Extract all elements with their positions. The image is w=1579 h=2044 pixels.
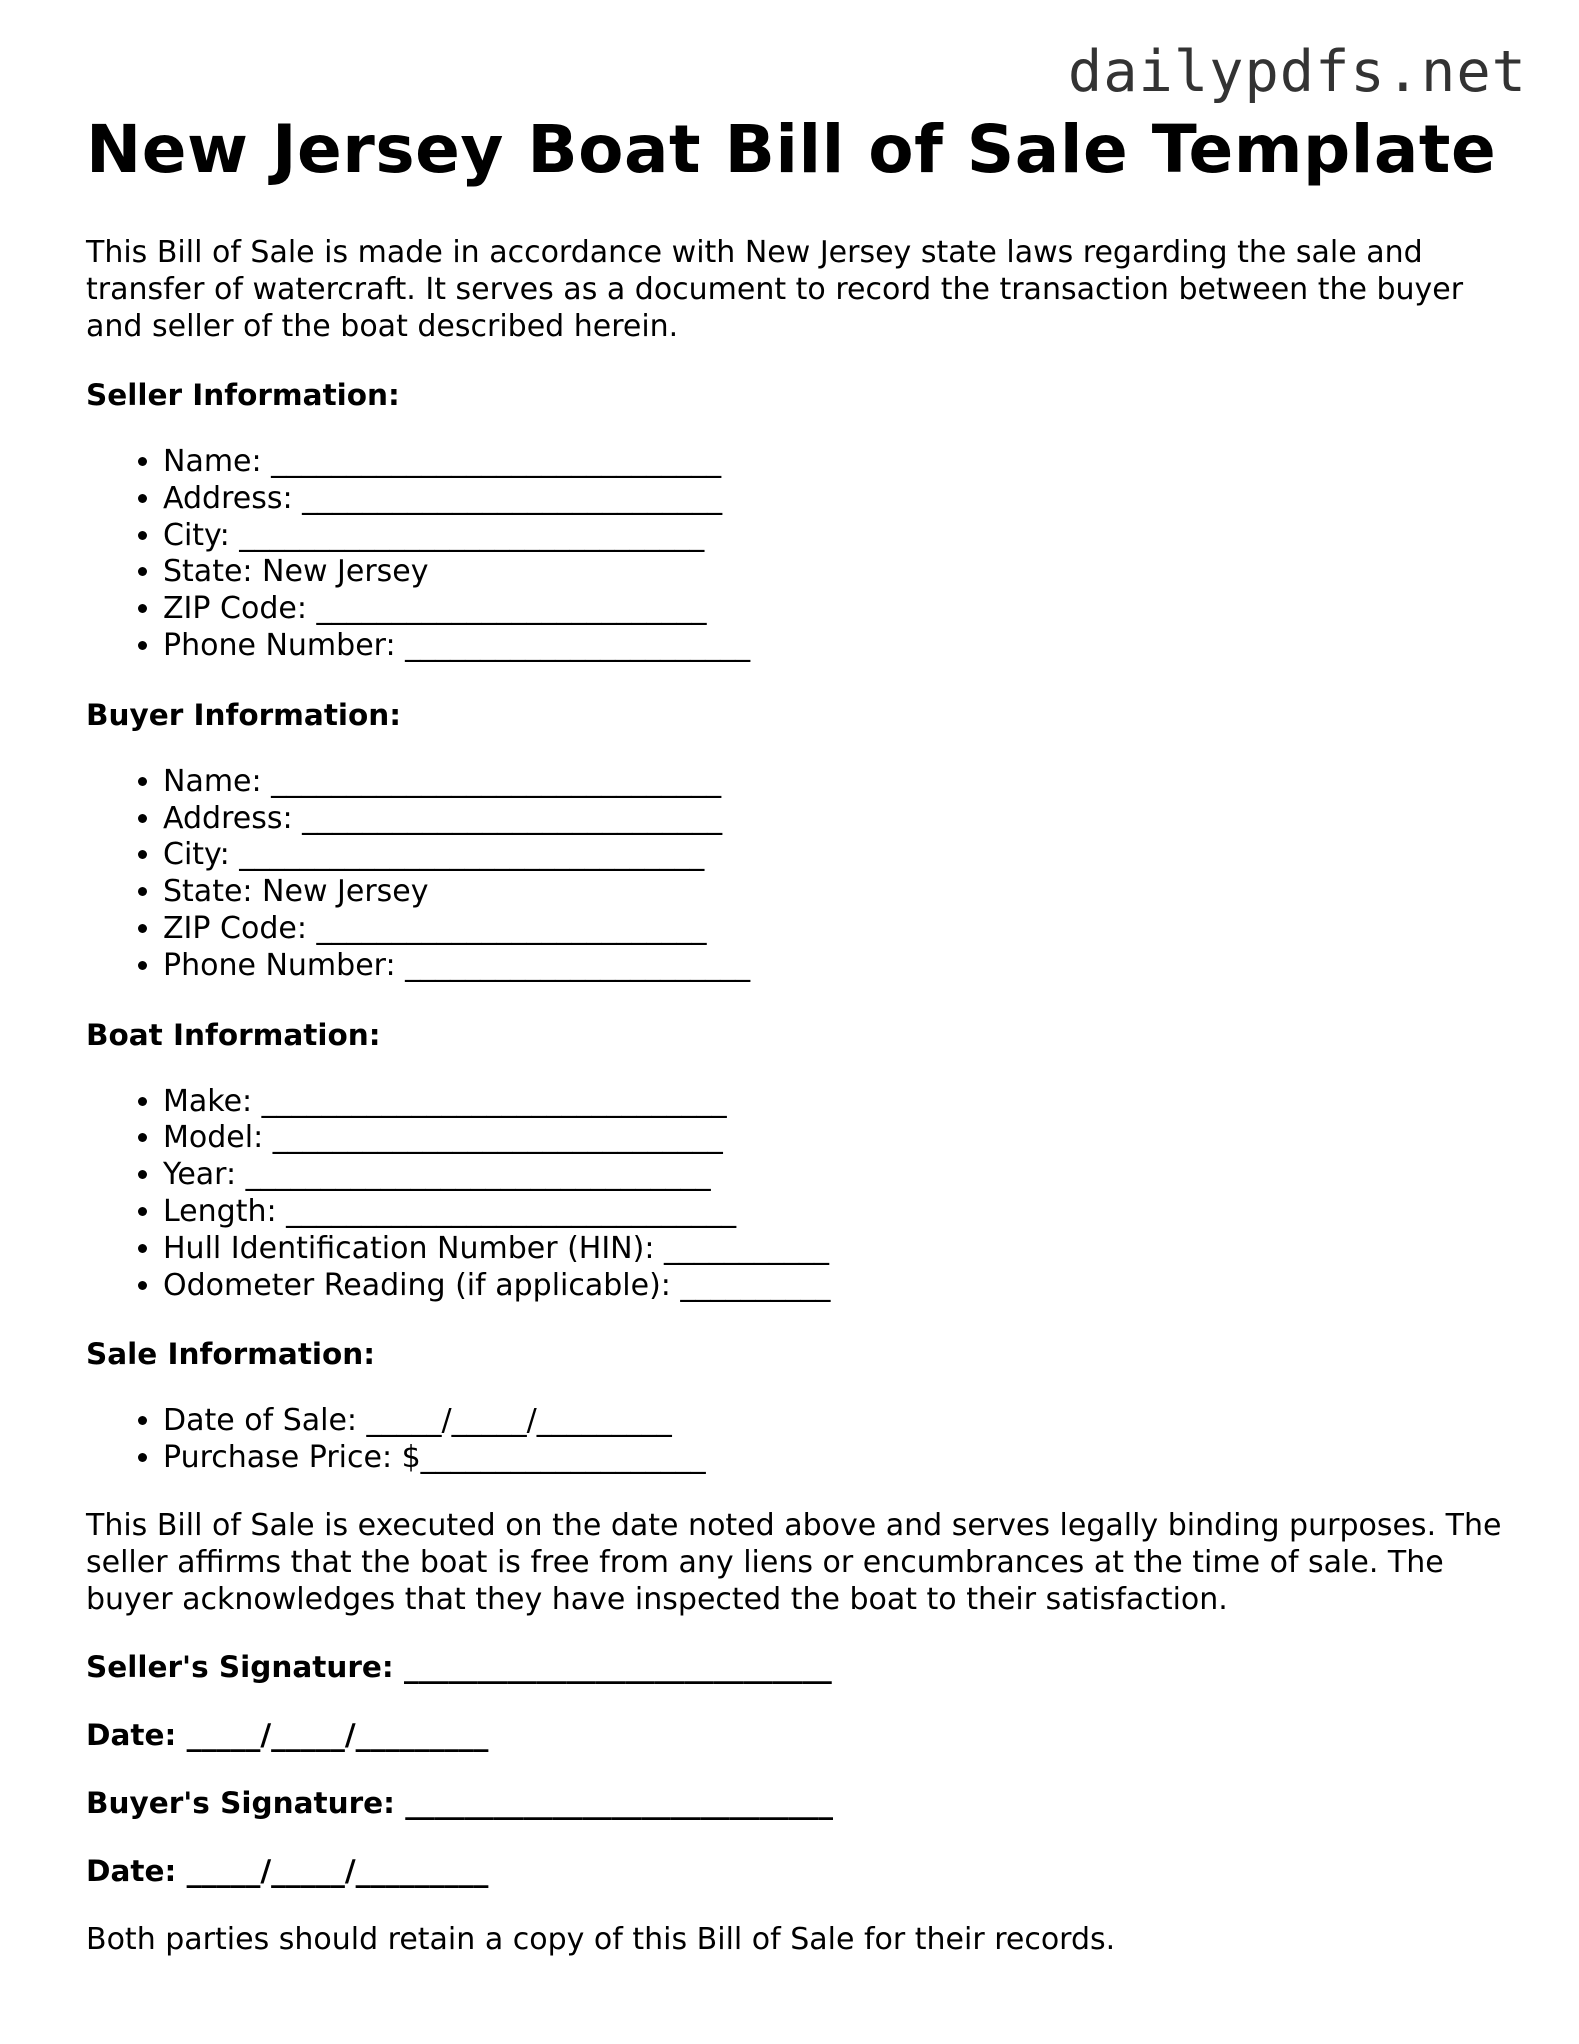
boat-model-field[interactable]: • Model: ______________________________ (163, 1120, 1506, 1157)
buyer-city-field[interactable]: • City: _______________________________ (163, 837, 1506, 874)
sale-date-field[interactable]: • Date of Sale: _____/_____/_________ (163, 1403, 1506, 1440)
purchase-price-field[interactable]: • Purchase Price: $___________________ (163, 1440, 1506, 1477)
sale-section-heading: Sale Information: (86, 1337, 376, 1372)
buyer-state-field: • State: New Jersey (163, 874, 1506, 911)
buyer-name-field[interactable]: • Name: ______________________________ (163, 764, 1506, 801)
boat-section-heading: Boat Information: (86, 1017, 381, 1052)
buyer-zip-field[interactable]: • ZIP Code: __________________________ (163, 911, 1506, 948)
intro-paragraph: This Bill of Sale is made in accordance with New Jersey state laws regarding the sale and transfer of watercraft. It serves as a document to record the transaction between the buyer and seller of the boat described herein. (86, 235, 1464, 344)
boat-hin-field[interactable]: • Hull Identification Number (HIN): ___________ (163, 1231, 1506, 1268)
sale-info-list (86, 1403, 1506, 1477)
buyer-address-field[interactable]: • Address: ____________________________ (163, 801, 1506, 838)
boat-odometer-field[interactable]: • Odometer Reading (if applicable): __________ (163, 1268, 1506, 1305)
seller-name-field[interactable]: • Name: ______________________________ (163, 444, 1506, 481)
seller-zip-field[interactable]: • ZIP Code: __________________________ (163, 591, 1506, 628)
page-title: New Jersey Boat Bill of Sale Template (86, 111, 1497, 188)
buyer-signature-field[interactable]: Buyer's Signature: _____________________________ (86, 1785, 833, 1820)
seller-signature-field[interactable]: Seller's Signature: _____________________________ (86, 1649, 832, 1684)
boat-length-field[interactable]: • Length: ______________________________ (163, 1194, 1506, 1231)
boat-info-list (86, 1084, 1506, 1305)
document-page (86, 108, 1506, 1958)
boat-year-field[interactable]: • Year: _______________________________ (163, 1157, 1506, 1194)
closing-note: Both parties should retain a copy of this Bill of Sale for their records. (86, 1921, 1116, 1957)
seller-city-field[interactable]: • City: _______________________________ (163, 518, 1506, 555)
seller-section-heading: Seller Information: (86, 378, 400, 412)
buyer-info-list (86, 764, 1506, 985)
seller-state-field: • State: New Jersey (163, 554, 1506, 591)
watermark: dailypdfs.net (1067, 39, 1527, 105)
seller-info-list (86, 444, 1506, 665)
buyer-date-field[interactable]: Date: _____/_____/_________ (86, 1853, 489, 1888)
statement-paragraph: This Bill of Sale is executed on the date noted above and serves legally binding purposes. The seller affirms that the boat is free from any liens or encumbrances at the time of sale. The buyer acknowledges that they have inspected the boat to their satisfaction. (86, 1507, 1502, 1617)
seller-date-field[interactable]: Date: _____/_____/_________ (86, 1717, 489, 1752)
buyer-phone-field[interactable]: • Phone Number: _______________________ (163, 948, 1506, 985)
seller-address-field[interactable]: • Address: ____________________________ (163, 481, 1506, 518)
boat-make-field[interactable]: • Make: _______________________________ (163, 1084, 1506, 1121)
seller-phone-field[interactable]: • Phone Number: _______________________ (163, 628, 1506, 665)
buyer-section-heading: Buyer Information: (86, 697, 402, 732)
